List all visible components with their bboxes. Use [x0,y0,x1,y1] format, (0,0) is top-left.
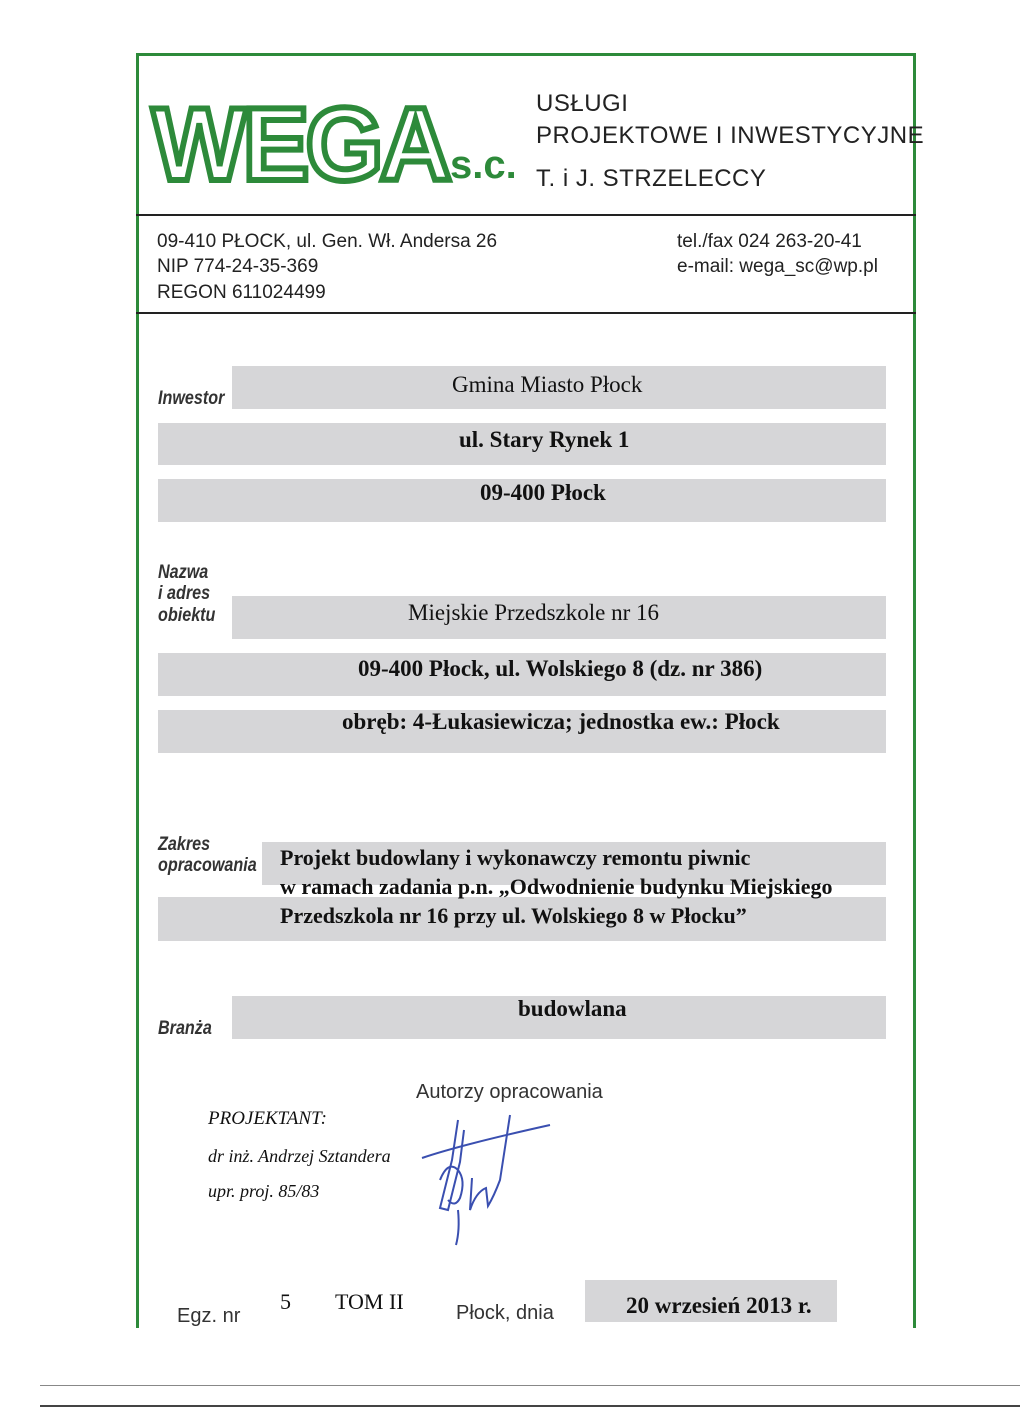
scan-edge [40,1385,1020,1386]
branch-label: Branża [158,1018,212,1039]
company-address: 09-410 PŁOCK, ul. Gen. Wł. Andersa 26 [157,231,498,252]
company-nip: NIP 774-24-35-369 [157,256,319,277]
logo-wordmark: WEGA [152,92,450,192]
investor-label: Inwestor [158,388,225,409]
company-line-2: PROJEKTOWE I INWESTYCYJNE [536,122,925,149]
header-divider [136,214,916,216]
object-label-line-3: obiektu [158,604,216,626]
designer-license: upr. proj. 85/83 [208,1181,320,1201]
designer-name: dr inż. Andrzej Sztandera [208,1146,391,1166]
scope-label [158,834,257,877]
company-line-3: T. i J. STRZELECCY [536,165,767,192]
company-email: e-mail: wega_sc@wp.pl [677,256,878,277]
object-name: Miejskie Przedszkole nr 16 [408,600,660,625]
place-date-label: Płock, dnia [456,1302,554,1324]
company-line-1: USŁUGI [536,90,629,117]
object-label-line-2: i adres [158,583,211,605]
authors-title: Autorzy opracowania [416,1081,603,1103]
scan-edge-bottom [40,1405,1020,1407]
copy-number: 5 [280,1289,291,1314]
scope-text [280,843,833,930]
scope-label-line-2: opracowania [158,855,257,877]
logo-suffix: s.c. [450,143,517,187]
date-value: 20 wrzesień 2013 r. [626,1293,812,1318]
object-address: 09-400 Płock, ul. Wolskiego 8 (dz. nr 386) [358,656,763,681]
designer-role: PROJEKTANT: [208,1108,327,1129]
object-precinct: obręb: 4-Łukasiewicza; jednostka ew.: Płock [342,709,780,734]
company-phone: tel./fax 024 263-20-41 [677,231,862,252]
volume: TOM II [335,1289,404,1314]
company-regon: REGON 611024499 [157,282,326,303]
scope-line-2: w ramach zadania p.n. „Odwodnienie budynku Miejskiego [280,874,833,899]
scope-line-3: Przedszkola nr 16 przy ul. Wolskiego 8 w Płocku” [280,903,747,928]
scope-label-line-1: Zakres [158,834,211,855]
investor-name: Gmina Miasto Płock [452,372,643,397]
branch-value: budowlana [518,996,627,1021]
wega-logo [148,92,528,192]
signature [400,1100,570,1250]
copy-label: Egz. nr [177,1305,241,1327]
object-label-line-1: Nazwa [158,562,209,583]
scope-line-1: Projekt budowlany i wykonawczy remontu piwnic [280,845,751,870]
investor-city: 09-400 Płock [480,480,606,505]
object-label [158,562,215,626]
contact-divider [136,312,916,314]
investor-street: ul. Stary Rynek 1 [459,427,630,452]
